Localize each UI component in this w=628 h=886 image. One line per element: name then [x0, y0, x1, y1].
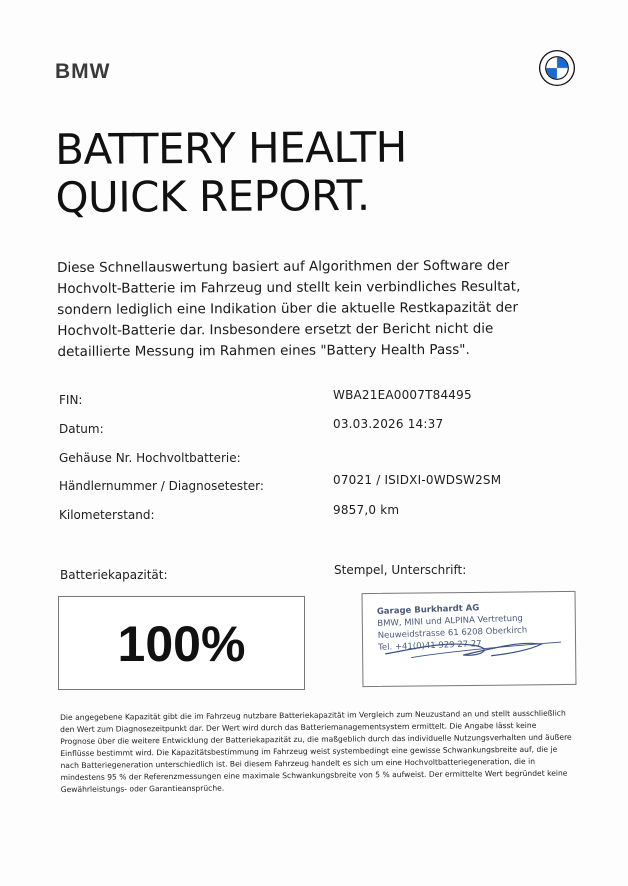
fin-label: FIN:: [59, 393, 83, 407]
dealer-number-label: Händlernummer / Diagnosetester:: [59, 479, 264, 493]
mileage-label: Kilometerstand:: [59, 508, 155, 522]
stamp-line-1: BMW, MINI und ALPINA Vertretung: [377, 613, 523, 629]
battery-housing-label: Gehäuse Nr. Hochvoltbatterie:: [59, 451, 241, 465]
dealer-number-value: 07021 / ISIDXI-0WDSW2SM: [333, 473, 502, 487]
signature-label: Stempel, Unterschrift:: [334, 563, 467, 577]
intro-paragraph: Diese Schnellauswertung basiert auf Algorithmen der Software der Hochvolt-Batterie im Fahrzeug und stellt kein verbindliches Resultat, sondern lediglich eine Indikation über die aktuelle Restkapazität der Hochvolt-Batterie dar. Insbesondere ersetzt der Bericht nicht die detaillierte Messung im Rahmen eines "Battery Health Pass".: [57, 257, 521, 360]
title-line-2: QUICK REPORT.: [55, 170, 370, 222]
legal-footnote: Die angegebene Kapazität gibt die im Fahrzeug nutzbare Batteriekapazität im Vergleich zum Neuzustand an und stellt ausschließlich den Wert zum Diagnosezeitpunkt dar. Der Wert wird durch das Batteriemanagementsystem ermittelt. Die Angabe lässt keine Prognose über die weitere Entwicklung der Batteriekapazität zu, die maßgeblich durch das individuelle Nutzungsverhalten und äußere Einflüsse bestimmt wird. Die Kapazitätsbestimmung im Fahrzeug weist systembedingt eine gewisse Schwankungsbreite auf, die je nach Batteriegeneration unterschiedlich ist. Bei diesem Fahrzeug handelt es sich um eine Hochvoltbatteriegeneration, die in mindestens 95 % der Referenzmessungen eine maximale Schwankungsbreite von 5 % aufweist. Der ermittelte Wert begründet keine Gewährleistungs- oder Garantieansprüche.: [60, 708, 572, 794]
stamp-line-2: Neuweidstrasse 61 6208 Oberkirch: [377, 625, 528, 641]
date-label: Datum:: [59, 422, 104, 436]
brand-wordmark: BMW: [55, 60, 111, 83]
date-value: 03.03.2026 14:37: [333, 417, 444, 431]
capacity-label: Batteriekapazität:: [60, 568, 168, 582]
mileage-value: 9857,0 km: [333, 503, 400, 517]
signature-box: [362, 591, 577, 687]
stamp-line-3: Tel. +41(0)41 929 27 27: [378, 639, 482, 653]
stamp-dealer-name: Garage Burkhardt AG: [376, 603, 480, 617]
title-line-1: BATTERY HEALTH: [54, 122, 407, 174]
capacity-value: 100%: [117, 616, 246, 672]
handwritten-signature: [371, 626, 571, 668]
capacity-box: [58, 596, 305, 690]
fin-value: WBA21EA0007T84495: [333, 388, 472, 402]
